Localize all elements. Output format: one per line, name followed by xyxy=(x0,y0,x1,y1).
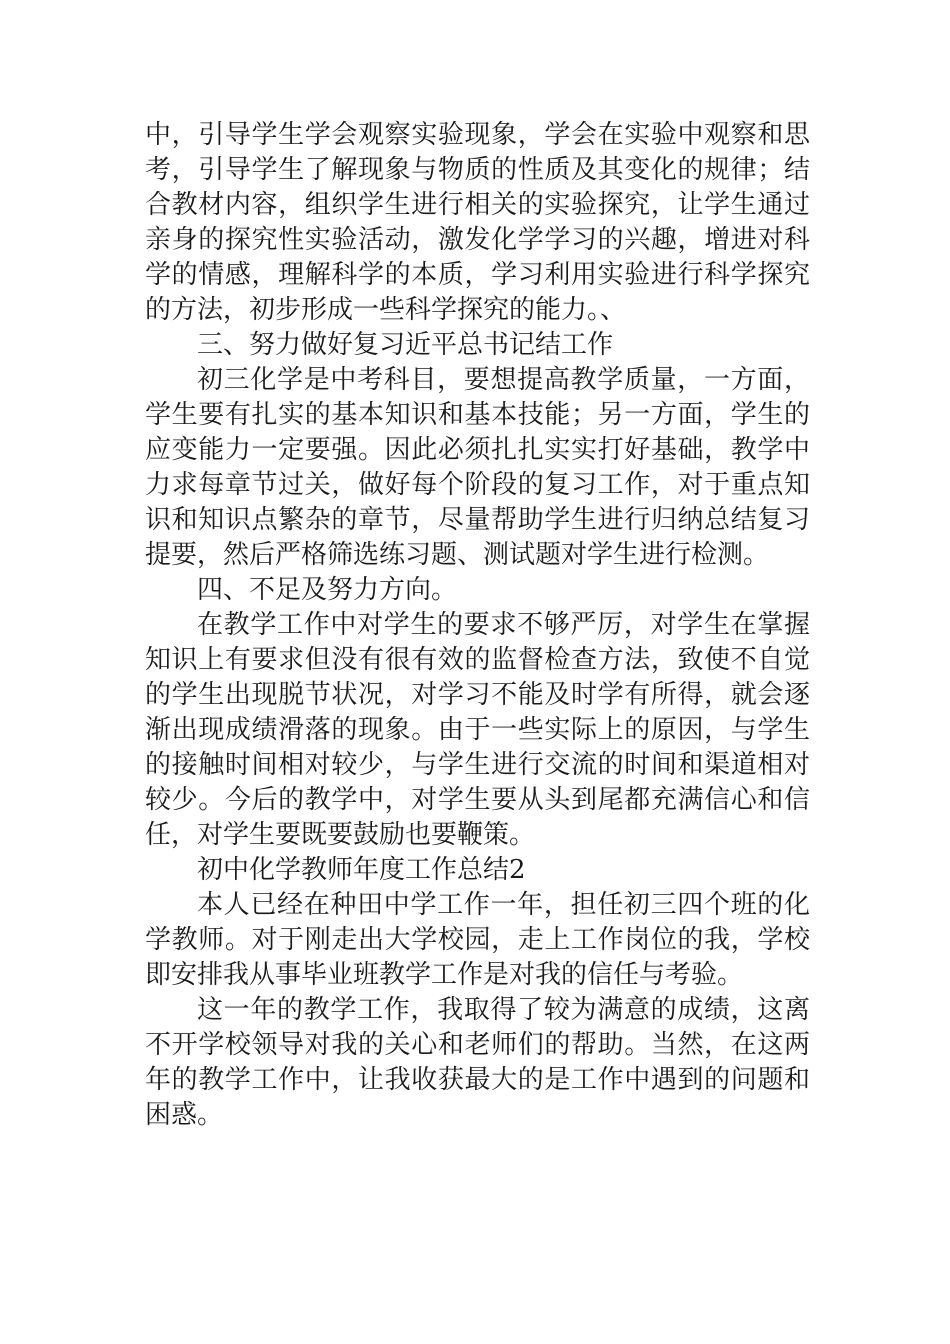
paragraph-experiment-guidance: 中，引导学生学会观察实验现象，学会在实验中观察和思考，引导学生了解现象与物质的性质及其变化的规律；结合教材内容，组织学生进行相关的实验探究，让学生通过亲身的探究性实验活动，激发化学学习的兴趣，增进对科学的情感，理解科学的本质，学习利用实验进行科学探究的方法，初步形成一些科学探究的能力。、 xyxy=(145,120,810,325)
paragraph-shortcomings: 在教学工作中对学生的要求不够严厉，对学生在掌握知识上有要求但没有很有效的监督检查方法，致使不自觉的学生出现脱节状况，对学习不能及时学有所得，就会逐渐出现成绩滑落的现象。由于一些实际上的原因，与学生的接触时间相对较少，与学生进行交流的时间和渠道相对较少。今后的教学中，对学生要从头到尾都充满信心和信任，对学生要既要鼓励也要鞭策。 xyxy=(145,610,810,850)
paragraph-achievements: 这一年的教学工作，我取得了较为满意的成绩，这离不开学校领导对我的关心和老师们的帮助。当然，在这两年的教学工作中，让我收获最大的是工作中遇到的问题和困惑。 xyxy=(145,995,810,1130)
section-heading-shortcomings: 四、不足及努力方向。 xyxy=(197,575,458,605)
paragraph-introduction: 本人已经在种田中学工作一年，担任初三四个班的化学教师。对于刚走出大学校园，走上工作岗位的我，学校即安排我从事毕业班教学工作是对我的信任与考验。 xyxy=(145,890,810,990)
section-heading-review: 三、努力做好复习近平总书记结工作 xyxy=(197,330,614,360)
section-heading-summary-2: 初中化学教师年度工作总结2 xyxy=(197,855,526,885)
document-body xyxy=(145,118,810,1133)
paragraph-review-work: 初三化学是中考科目，要想提高教学质量，一方面，学生要有扎实的基本知识和基本技能；另一方面，学生的应变能力一定要强。因此必须扎扎实实打好基础，教学中力求每章节过关，做好每个阶段的复习工作，对于重点知识和知识点繁杂的章节，尽量帮助学生进行归纳总结复习提要，然后严格筛选练习题、测试题对学生进行检测。 xyxy=(145,365,810,570)
